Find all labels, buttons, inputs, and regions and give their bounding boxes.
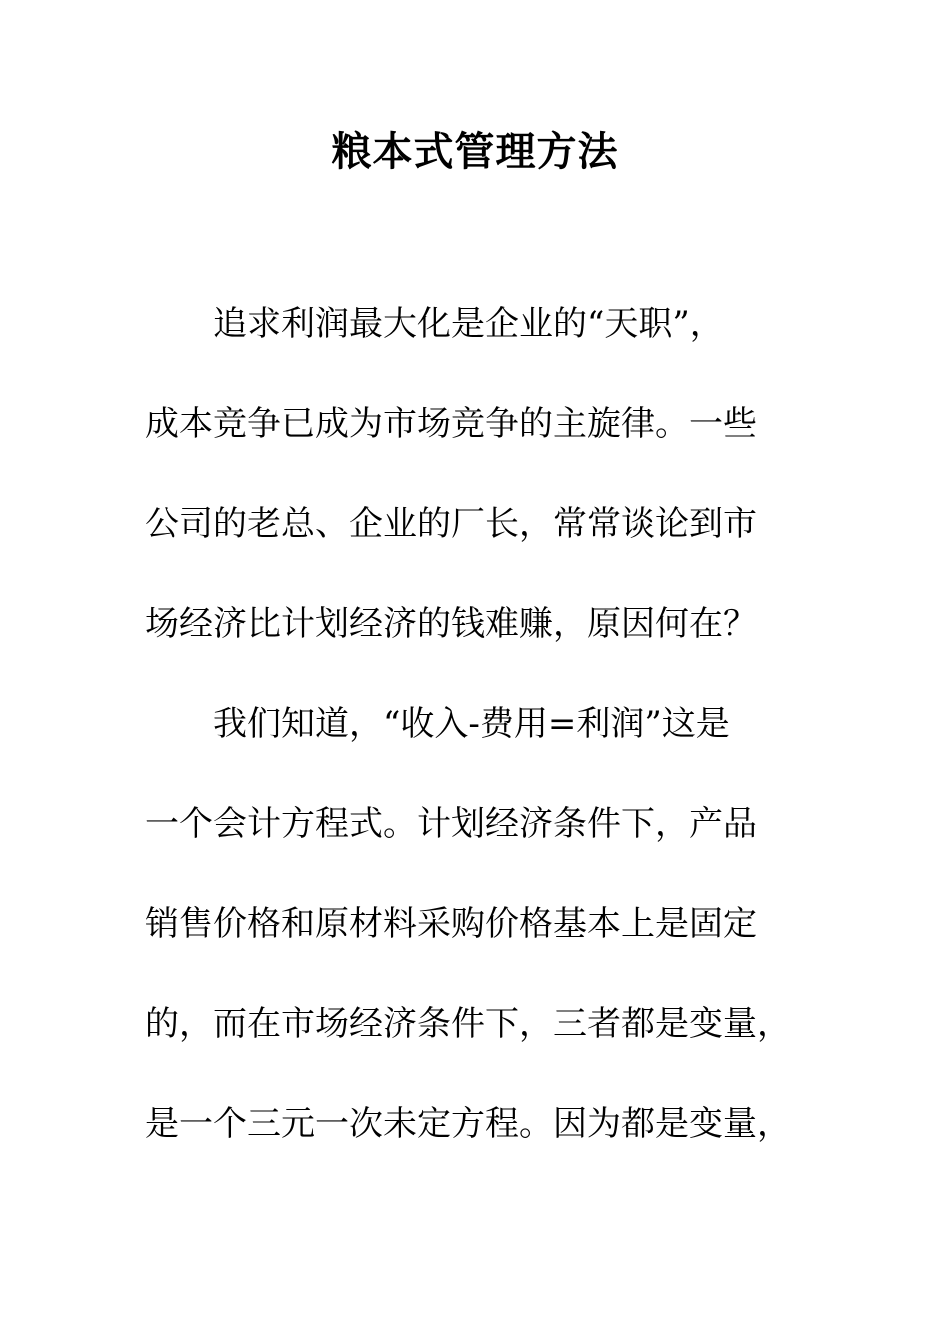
document-body [145, 302, 805, 1202]
text-line: 公司的老总、企业的厂长，常常谈论到市 [145, 504, 757, 544]
document-title: 粮本式管理方法 [331, 129, 619, 175]
text-line: 追求利润最大化是企业的“天职”， [145, 304, 724, 344]
text-line: 是一个三元一次未定方程。因为都是变量， [145, 1104, 791, 1144]
text-line: 成本竞争已成为市场竞争的主旋律。一些 [145, 404, 757, 444]
text-line: 的，而在市场经济条件下，三者都是变量， [145, 1004, 791, 1044]
text-line: 一个会计方程式。计划经济条件下，产品 [145, 804, 757, 844]
text-line: 销售价格和原材料采购价格基本上是固定 [145, 904, 757, 944]
text-line: 场经济比计划经济的钱难赚，原因何在？ [145, 604, 757, 644]
text-line: 我们知道，“收入-费用=利润”这是 [145, 704, 730, 744]
